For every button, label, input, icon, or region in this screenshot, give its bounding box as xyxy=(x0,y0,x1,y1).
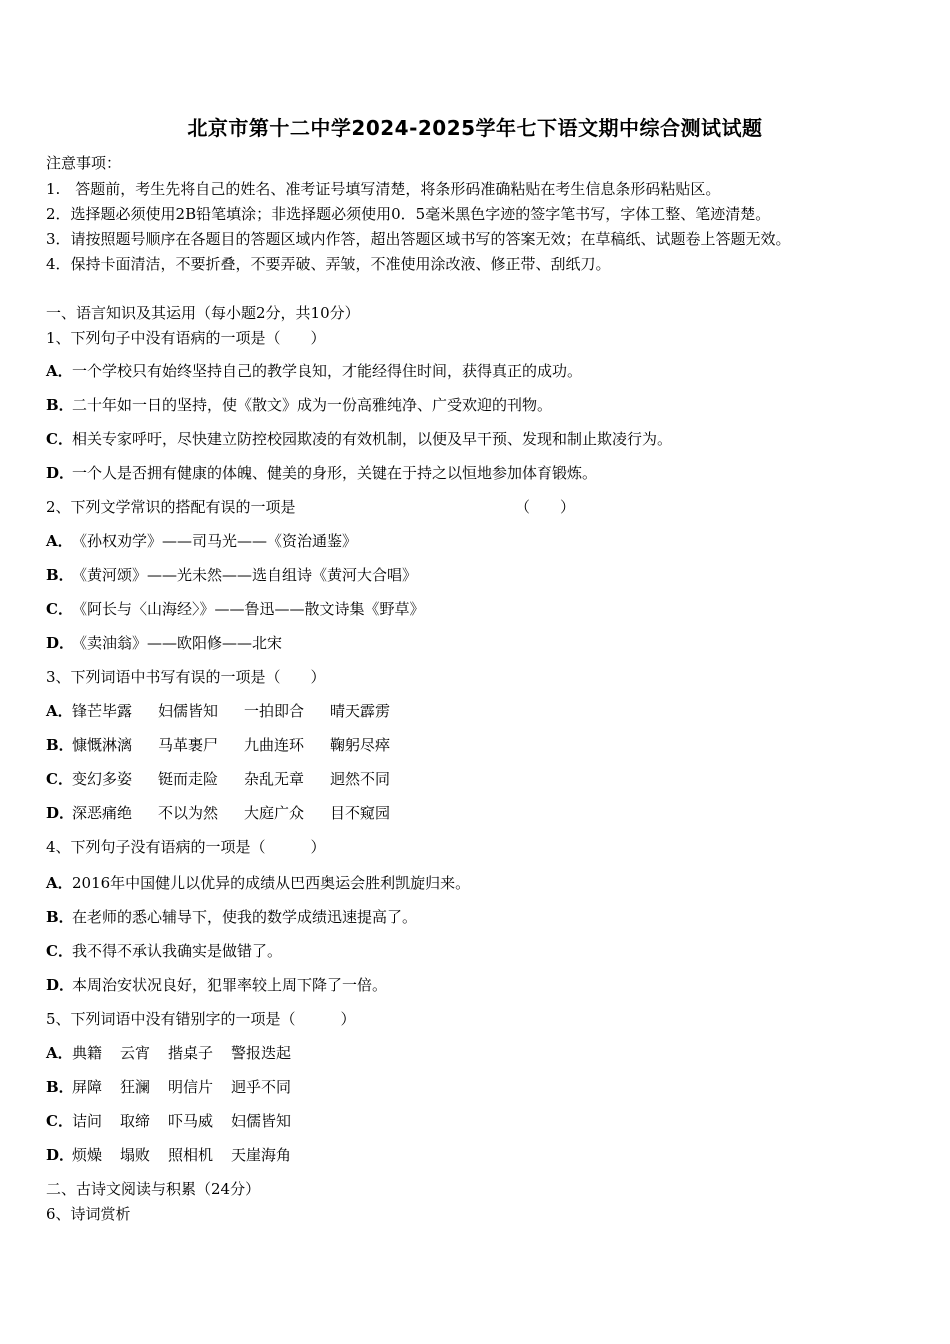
option-label: C． xyxy=(46,430,73,448)
word: 迥然不同 xyxy=(330,770,391,788)
option-label: C． xyxy=(46,1112,73,1130)
word: 妇儒皆知 xyxy=(158,702,219,720)
word: 目不窥园 xyxy=(330,804,391,822)
option-text: 2016年中国健儿以优异的成绩从巴西奥运会胜利凯旋归来。 xyxy=(72,874,471,892)
option-label: D． xyxy=(46,464,75,482)
option-label: C． xyxy=(46,770,73,788)
word: 晴天霹雳 xyxy=(330,702,391,720)
q2-option-a xyxy=(46,530,357,551)
word: 吓马威 xyxy=(168,1112,214,1130)
option-text: 《阿长与〈山海经〉》——鲁迅——散文诗集《野草》 xyxy=(72,600,425,618)
option-label: A． xyxy=(46,362,73,380)
word: 狂澜 xyxy=(120,1078,151,1096)
q4-option-c xyxy=(46,940,282,961)
q3-option-b xyxy=(46,734,416,755)
option-label: A． xyxy=(46,532,73,550)
option-text: 《卖油翁》——欧阳修——北宋 xyxy=(72,634,283,652)
word: 鞠躬尽瘁 xyxy=(330,736,391,754)
q1-option-d xyxy=(46,462,597,483)
q6-stem: 6、诗词赏析 xyxy=(46,1205,131,1223)
word: 取缔 xyxy=(120,1112,151,1130)
q3-option-d xyxy=(46,802,416,823)
word: 九曲连环 xyxy=(244,736,305,754)
word: 慷慨淋漓 xyxy=(72,736,133,754)
word: 铤而走险 xyxy=(158,770,219,788)
word: 明信片 xyxy=(168,1078,214,1096)
q3-option-c xyxy=(46,768,416,789)
word: 杂乱无章 xyxy=(244,770,305,788)
option-text: 在老师的悉心辅导下，使我的数学成绩迅速提高了。 xyxy=(72,908,418,926)
q2-option-d xyxy=(46,632,282,653)
q1-stem: 1、下列句子中没有语病的一项是（ ） xyxy=(46,329,326,347)
option-text: 《黄河颂》——光未然——选自组诗《黄河大合唱》 xyxy=(72,566,418,584)
option-label: D． xyxy=(46,976,75,994)
option-label: B． xyxy=(46,566,74,584)
word: 深恶痛绝 xyxy=(72,804,133,822)
q4-stem: 4、下列句子没有语病的一项是（ ） xyxy=(46,838,326,856)
word: 马革裹尸 xyxy=(158,736,219,754)
q2-stem-line xyxy=(46,496,646,517)
word: 照相机 xyxy=(168,1146,214,1164)
option-text: 二十年如一日的坚持，使《散文》成为一份高雅纯净、广受欢迎的刊物。 xyxy=(72,396,553,414)
notice-item-1: 1. 答题前，考生先将自己的姓名、准考证号填写清楚，将条形码准确粘贴在考生信息条形码粘贴区。 xyxy=(46,180,721,198)
option-text: 本周治安状况良好，犯罪率较上周下降了一倍。 xyxy=(72,976,388,994)
option-label: D． xyxy=(46,1146,75,1164)
option-label: B． xyxy=(46,736,74,754)
option-label: D． xyxy=(46,634,75,652)
option-label: A． xyxy=(46,1044,73,1062)
q5-option-b xyxy=(46,1076,309,1097)
q3-stem: 3、下列词语中书写有误的一项是（ ） xyxy=(46,668,326,686)
q2-option-c xyxy=(46,598,425,619)
word: 锋芒毕露 xyxy=(72,702,133,720)
option-text: 一个人是否拥有健康的体魄、健美的身形，关键在于持之以恒地参加体育锻炼。 xyxy=(72,464,598,482)
option-text: 一个学校只有始终坚持自己的教学良知，才能经得住时间，获得真正的成功。 xyxy=(72,362,583,380)
word: 变幻多姿 xyxy=(72,770,133,788)
q1-option-b xyxy=(46,394,552,415)
word: 揩桌子 xyxy=(168,1044,214,1062)
notice-heading: 注意事项： xyxy=(46,154,122,172)
word: 诘问 xyxy=(72,1112,103,1130)
word: 烦燥 xyxy=(72,1146,103,1164)
word: 大庭广众 xyxy=(244,804,305,822)
q5-option-c xyxy=(46,1110,309,1131)
q2-option-b xyxy=(46,564,417,585)
page-title: 北京市第十二中学2024-2025学年七下语文期中综合测试试题 xyxy=(187,116,763,140)
notice-item-2: 2．选择题必须使用2B铅笔填涂；非选择题必须使用0．5毫米黑色字迹的签字笔书写，字体工整、笔迹清楚。 xyxy=(46,205,771,223)
section1-heading: 一、语言知识及其运用（每小题2分，共10分） xyxy=(46,304,360,322)
q5-option-d xyxy=(46,1144,309,1165)
q4-option-a xyxy=(46,872,470,893)
q1-option-c xyxy=(46,428,672,449)
q2-stem: 2、下列文学常识的搭配有误的一项是 xyxy=(46,498,296,516)
option-label: C． xyxy=(46,600,73,618)
section2-heading: 二、古诗文阅读与积累（24分） xyxy=(46,1180,261,1198)
q4-option-b xyxy=(46,906,417,927)
word: 警报迭起 xyxy=(231,1044,292,1062)
q5-stem: 5、下列词语中没有错别字的一项是（ ） xyxy=(46,1010,356,1028)
q2-answer-paren: （ ） xyxy=(515,498,576,516)
word: 塌败 xyxy=(120,1146,151,1164)
word: 一拍即合 xyxy=(244,702,305,720)
word: 不以为然 xyxy=(158,804,219,822)
option-text: 《孙权劝学》——司马光——《资治通鉴》 xyxy=(72,532,358,550)
option-label: B． xyxy=(46,908,74,926)
word: 迥乎不同 xyxy=(231,1078,292,1096)
word: 屏障 xyxy=(72,1078,103,1096)
option-label: A． xyxy=(46,874,73,892)
option-label: B． xyxy=(46,1078,74,1096)
option-label: A． xyxy=(46,702,73,720)
option-label: B． xyxy=(46,396,74,414)
q1-option-a xyxy=(46,360,582,381)
q4-option-d xyxy=(46,974,387,995)
option-label: C． xyxy=(46,942,73,960)
word: 妇儒皆知 xyxy=(231,1112,292,1130)
option-text: 相关专家呼吁，尽快建立防控校园欺凌的有效机制，以便及早干预、发现和制止欺凌行为。 xyxy=(72,430,673,448)
word: 天崖海角 xyxy=(231,1146,292,1164)
word: 云宵 xyxy=(120,1044,151,1062)
q5-option-a xyxy=(46,1042,309,1063)
q3-option-a xyxy=(46,700,416,721)
notice-item-4: 4．保持卡面清洁，不要折叠，不要弄破、弄皱，不准使用涂改液、修正带、刮纸刀。 xyxy=(46,255,611,273)
notice-item-3: 3．请按照题号顺序在各题目的答题区域内作答，超出答题区域书写的答案无效；在草稿纸、试题卷上答题无效。 xyxy=(46,230,791,248)
option-text: 我不得不承认我确实是做错了。 xyxy=(72,942,283,960)
option-label: D． xyxy=(46,804,75,822)
word: 典籍 xyxy=(72,1044,103,1062)
